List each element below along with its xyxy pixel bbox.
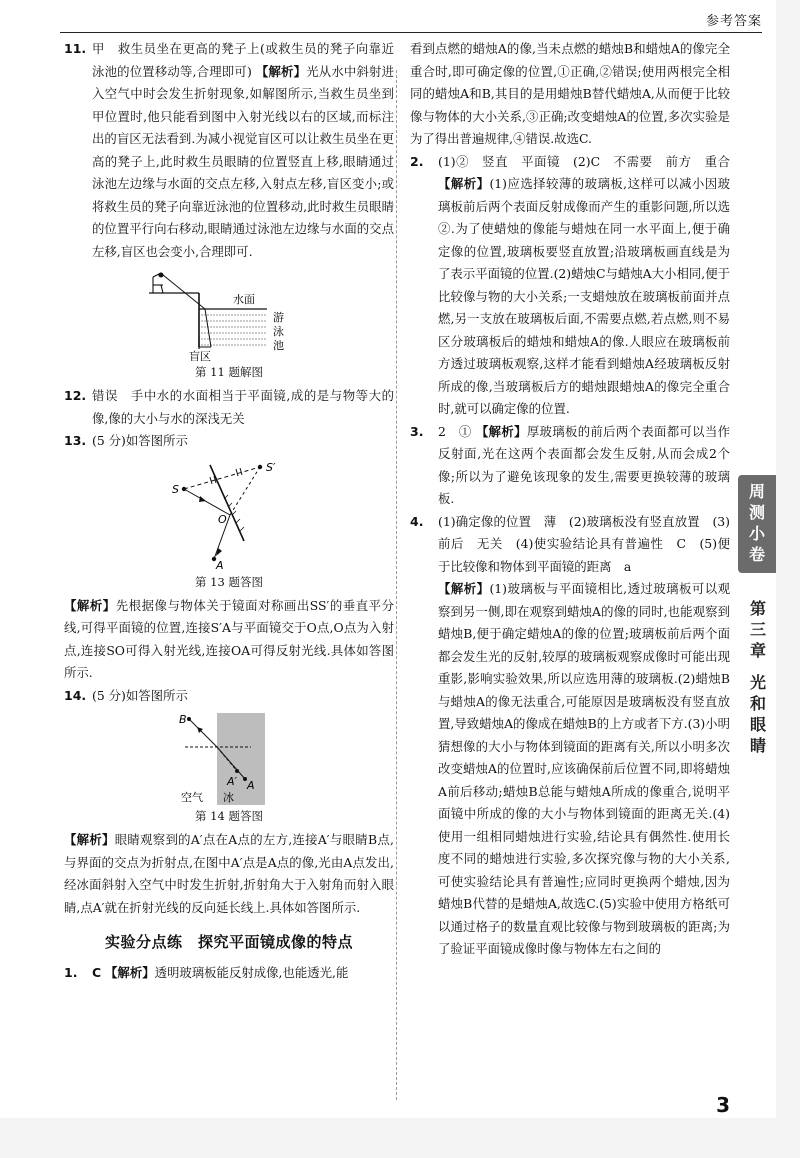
- q14-figure: [179, 713, 279, 805]
- question-number: 11.: [64, 41, 87, 56]
- experiment-3: [410, 421, 730, 511]
- analysis-tag: 【解析】: [64, 832, 115, 847]
- side-topic-char: 和: [749, 694, 766, 713]
- experiment-1: [64, 962, 394, 985]
- q13-caption: 第 13 题答图: [195, 574, 263, 589]
- analysis-tag: 【解析】: [255, 63, 307, 79]
- blind-label: 盲区: [189, 350, 211, 361]
- experiment-2: [410, 151, 730, 421]
- label-o: O: [218, 512, 227, 526]
- label-a: A: [247, 779, 255, 792]
- right-margin-bar: [776, 0, 800, 1158]
- water-hatching: [201, 315, 267, 345]
- answer-text: 错误 手中水的水面相当于平面镜,成的是与物等大的像,像的大小与水的深浅无关: [92, 388, 394, 426]
- lifeguard-chair-icon: [153, 273, 163, 293]
- analysis-text: 眼睛观察到的A′点在A点的左方,连接A′与眼睛B点,与界面的交点为折射点,在图中A′点是A点的像,光由A点发出,经冰面斜射入空气中时发生折射,折射角大于入射角而射入眼睛,点A′就在折射光线的反向延长线上.具体如答图所示.: [64, 832, 394, 915]
- q13-analysis: [64, 595, 394, 685]
- column-divider: [396, 70, 397, 1100]
- question-number: 14.: [64, 687, 87, 703]
- point-b: [187, 717, 191, 721]
- analysis-text: 透明玻璃板能反射成像,也能透光,能: [154, 964, 349, 980]
- line-of-sight: [163, 275, 205, 309]
- question-number: 3.: [410, 423, 424, 439]
- label-ice: 冰: [223, 791, 234, 804]
- analysis-text: 光从水中斜射进入空气中时会发生折射现象,如解图所示,当救生员坐到甲位置时,他只能看到图中入射光线以右的区域,而标注出的盲区无法看到.为减小视觉盲区可以让救生员坐在更高的凳子上,此时救生员眼睛的位置竖直上移,眼睛通过泳池左边缘与水面的交点左移,入射点左移,盲区变小;或将救生员的凳子向靠近泳池的位置移动,此时救生员眼睛的位置平行向右移动,眼睛通过泳池左边缘与水面的交点左移,盲区也会变小,合理即可.: [92, 63, 394, 259]
- point-s-prime: [258, 464, 262, 468]
- page-number: 3: [716, 1093, 730, 1117]
- point-s: [182, 486, 186, 490]
- q11-caption: 第 11 题解图: [195, 365, 263, 379]
- experiment-4: [410, 511, 730, 961]
- side-chapter-char: 第: [749, 599, 766, 618]
- question-12: [64, 385, 394, 430]
- analysis-tag: 【解析】: [475, 423, 527, 439]
- q14-caption: 第 14 题答图: [195, 809, 263, 823]
- refracted-ray: [189, 719, 217, 747]
- pool-label-2: 泳: [273, 325, 284, 338]
- label-a: A: [216, 558, 224, 571]
- point-a-prime: [235, 769, 239, 773]
- incident-arrow-icon: [199, 496, 206, 502]
- answer-text: (5 分)如答图所示: [92, 687, 188, 703]
- analysis-text: 厚玻璃板的前后两个表面都可以当作反射面,光在这两个表面都会发生反射,从而会成2个像;所以为了避免该现象的发生,需要更换较薄的玻璃板.: [438, 423, 731, 506]
- side-tab-char: 周: [748, 482, 765, 501]
- q14-analysis: [64, 829, 394, 919]
- question-13: [64, 430, 394, 453]
- header-rule: [60, 32, 762, 33]
- right-column: [410, 38, 730, 961]
- pool-label-3: 池: [273, 339, 284, 352]
- side-topic: [744, 672, 772, 756]
- analysis-tag: 【解析】: [64, 597, 116, 613]
- header-title: 参考答案: [705, 14, 762, 29]
- side-topic-char: 眼: [749, 715, 766, 734]
- bottom-margin-bar: [0, 1118, 800, 1158]
- analysis-text: (1)应选择较薄的玻璃板,这样可以减小因玻璃板前后两个表面反射成像而产生的重影问题,所以选②.为了使蜡烛的像能与蜡烛在同一水平面上,便于确定像的位置,玻璃板要竖直放置;沿玻璃板画直线是为了表示平面镜的位置.(2)蜡烛C与蜡烛A大小相同,便于比较像与物的大小关系;一支蜡烛放在玻璃板前面并点燃,另一支放在玻璃板后面,不需要点燃,若点燃,则不易区分玻璃板后的蜡烛和蜡烛A的像.人眼应在玻璃板前方透过玻璃板观察,这样才能看到蜡烛A经玻璃板反射所成的像,当玻璃板后方的蜡烛跟蜡烛A的像完全重合时,就可以确定像的位置.: [438, 176, 730, 416]
- side-chapter: [744, 598, 772, 661]
- answer-text: 甲 救生员坐在更高的凳子上(或救生员的凳子向靠近泳池的位置移动等,合理即可): [92, 41, 394, 79]
- q13-figure: [154, 459, 304, 571]
- analysis-tag: 【解析】: [105, 964, 155, 980]
- q11-figure: [149, 269, 309, 361]
- question-number: 12.: [64, 388, 87, 403]
- analysis-text: 先根据像与物体关于镜面对称画出SS′的垂直平分线,可得平面镜的位置,连接S′A与平面镜交于O点,O点为入射点,连接SO可得入射光线,连接OA可得反射光线.具体如答图所示.: [64, 597, 395, 680]
- left-column: [64, 38, 394, 984]
- label-air: 空气: [181, 791, 203, 804]
- answer-choice: C: [92, 964, 102, 980]
- analysis-tag: 【解析】: [438, 176, 490, 191]
- side-chapter-char: 三: [749, 620, 766, 639]
- answer-text: (5 分)如答图所示: [92, 433, 188, 448]
- label-s-prime: S′: [266, 460, 276, 474]
- label-a-prime: A′: [227, 775, 238, 788]
- question-11: [64, 38, 394, 263]
- side-topic-char: 睛: [749, 736, 766, 755]
- question-number: 13.: [64, 433, 87, 448]
- side-topic-char: 光: [749, 673, 766, 692]
- side-tab-weekly-quiz: [738, 475, 776, 573]
- question-number: 1.: [64, 964, 78, 980]
- question-number: 2.: [410, 153, 424, 169]
- analysis-text: (1)玻璃板与平面镜相比,透过玻璃板可以观察到另一侧,即在观察到蜡烛A的像的同时,也能观察到蜡烛B,便于确定蜡烛A的像的位置;玻璃板前后两个面都会发生光的反射,较厚的玻璃板观察成像时可能出现重影,影响实验效果,所以应选用薄的玻璃板.(2)蜡烛B与蜡烛A的像无法重合,可能原因是玻璃板没有竖直放置,导致蜡烛A的像成在蜡烛B的上方或者下方.(3)小明猜想像的大小与物体到镜面的距离有关,所以小明多次改变蜡烛A的位置时,应该确保前后位置不同,即将蜡烛A前后移动;蜡烛B总能与蜡烛A所成的像重合,说明平面镜中所成的像的大小与物体到镜面的距离无关.(4)使用一组相同蜡烛进行实验,结论具有偶然性.使用长度不同的蜡烛进行实验,多次探究像与物的大小关系,可使实验结论具有普遍性;应同时更换两个蜡烛,因为蜡烛B代替的是蜡烛A,故选C.(5)实验中使用方格纸可以通过格子的数量直观比较像与物到玻璃板的距离;为了验证平面镜成像时像与物体左右之间的: [438, 581, 730, 956]
- label-s: S: [172, 482, 179, 496]
- water-label: 水面: [233, 293, 255, 306]
- analysis-tag: 【解析】: [438, 581, 490, 596]
- side-chapter-char: 章: [749, 641, 766, 660]
- question-14: [64, 685, 394, 708]
- section-title: 实验分点练 探究平面镜成像的特点: [104, 933, 353, 951]
- experiment-1-continued: 看到点燃的蜡烛A的像,当未点燃的蜡烛B和蜡烛A的像完全重合时,即可确定像的位置,①正确,②错误;使用两根完全相同的蜡烛A和B,其目的是用蜡烛B替代蜡烛A,从而便于比较像与物体的大小关系,③正确;改变蜡烛A的位置,多次实验是为了得出普遍规律,④错误.故选C.: [410, 41, 730, 146]
- answer-text: 2 ①: [438, 423, 472, 439]
- question-number: 4.: [410, 513, 424, 529]
- side-tab-char: 卷: [748, 545, 765, 564]
- side-tab-char: 小: [748, 524, 765, 543]
- ss-prime-line: [184, 467, 260, 489]
- answer-text: (1)② 竖直 平面镜 (2)C 不需要 前方 重合: [438, 153, 730, 169]
- answer-text: (1)确定像的位置 薄 (2)玻璃板没有竖直放置 (3)前后 无关 (4)使实验结论具有普遍性 C (5)便于比较像和物体到平面镜的距离 a: [438, 513, 730, 574]
- pool-label-1: 游: [273, 311, 284, 324]
- side-tab-char: 测: [748, 503, 765, 522]
- label-b: B: [179, 713, 187, 726]
